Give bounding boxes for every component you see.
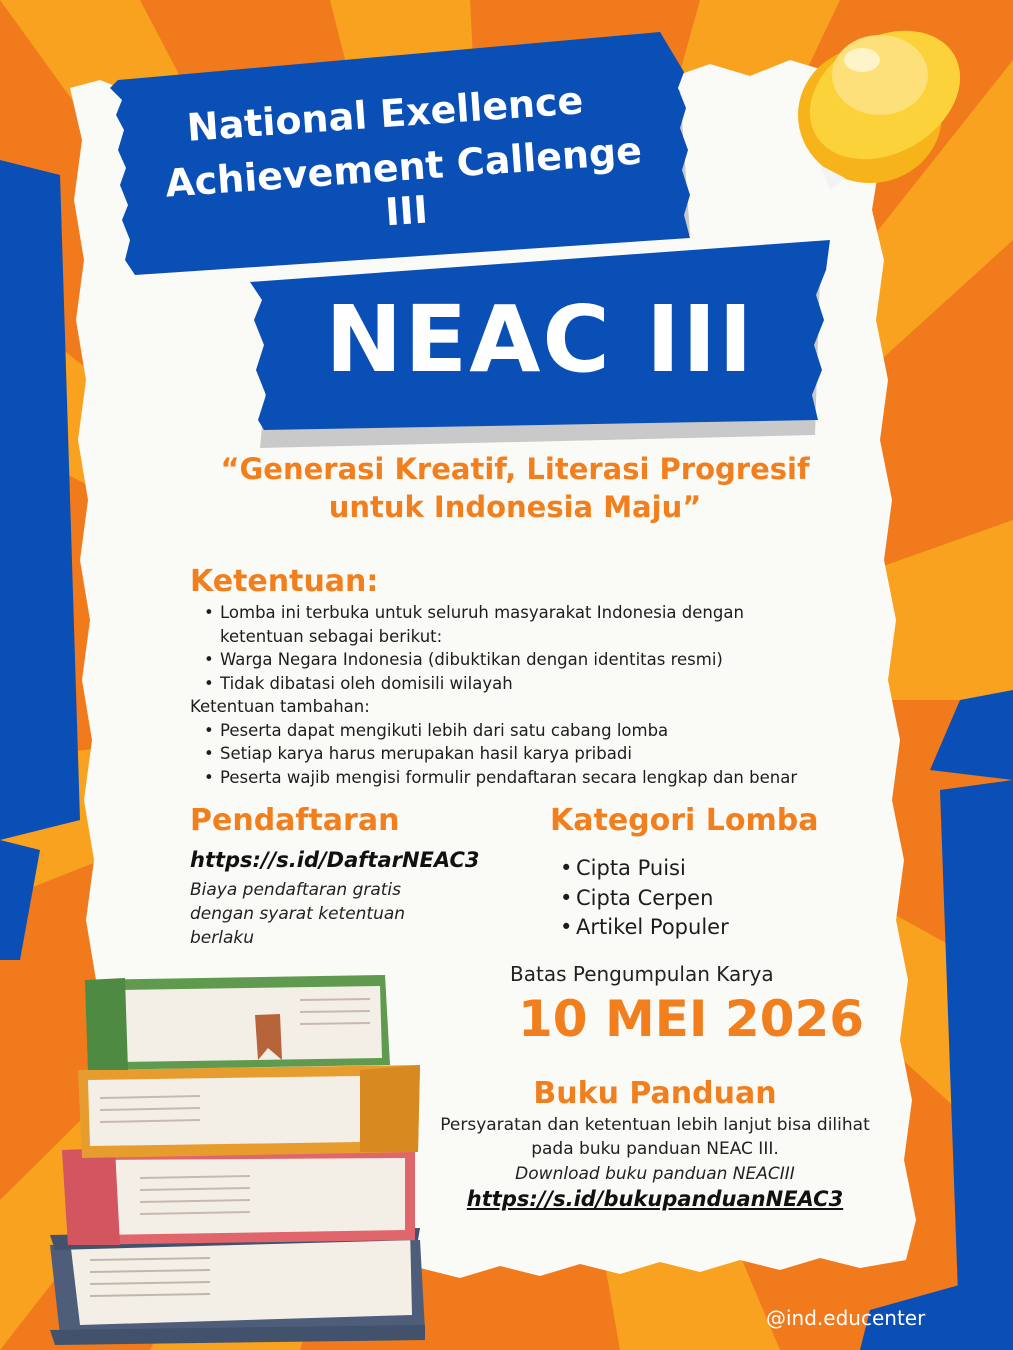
book-stack-illustration [50,975,425,1345]
list-item: • Lomba ini terbuka untuk seluruh masyarakat Indonesia dengan [190,601,870,625]
panduan-heading: Buku Panduan [533,1076,777,1111]
list-item: • Peserta wajib mengisi formulir pendaftaran secara lengkap dan benar [190,766,870,790]
ketentuan-section [190,601,870,789]
title-line-1: National Exellence [185,78,585,150]
pendaftaran-note-1: Biaya pendaftaran gratis [190,880,402,900]
kategori-heading: Kategori Lomba [550,803,819,838]
deadline-date: 10 MEI 2026 [518,990,865,1048]
list-item: • Cipta Puisi [550,854,729,884]
list-item: • Warga Negara Indonesia (dibuktikan dengan identitas resmi) [190,648,870,672]
tagline-line-2: untuk Indonesia Maju” [328,490,702,524]
ketentuan-tambahan-label: Ketentuan tambahan: [190,697,370,716]
title-line-2: Achievement Callenge III [163,128,644,235]
list-item: • Peserta dapat mengikuti lebih dari satu cabang lomba [190,719,870,743]
panduan-line-2: pada buku panduan NEAC III. [531,1139,779,1159]
pendaftaran-note-2: dengan syarat ketentuan [190,904,406,924]
ketentuan-list [190,601,870,695]
pendaftaran-link[interactable]: https://s.id/DaftarNEAC3 [190,848,480,872]
list-item: • Artikel Populer [550,913,729,943]
acronym-title: NEAC III [325,286,755,393]
panduan-line-1: Persyaratan dan ketentuan lebih lanjut bisa dilihat [440,1115,870,1135]
pendaftaran-note-3: berlaku [190,928,254,948]
deadline-label: Batas Pengumpulan Karya [510,962,774,986]
panduan-line-3: Download buku panduan NEACIII [515,1164,795,1184]
tagline-line-1: “Generasi Kreatif, Literasi Progresif [220,452,810,486]
social-handle: @ind.educenter [766,1306,926,1330]
list-item: • Cipta Cerpen [550,884,729,914]
kategori-list [550,854,729,943]
ketentuan-tambahan-list [190,719,870,790]
pendaftaran-heading: Pendaftaran [190,803,400,838]
list-item-continuation: ketentuan sebagai berikut: [220,626,443,646]
panduan-link[interactable]: https://s.id/bukupanduanNEAC3 [466,1187,844,1211]
list-item: • Setiap karya harus merupakan hasil karya pribadi [190,742,870,766]
list-item: • Tidak dibatasi oleh domisili wilayah [190,672,870,696]
ketentuan-heading: Ketentuan: [190,564,379,599]
